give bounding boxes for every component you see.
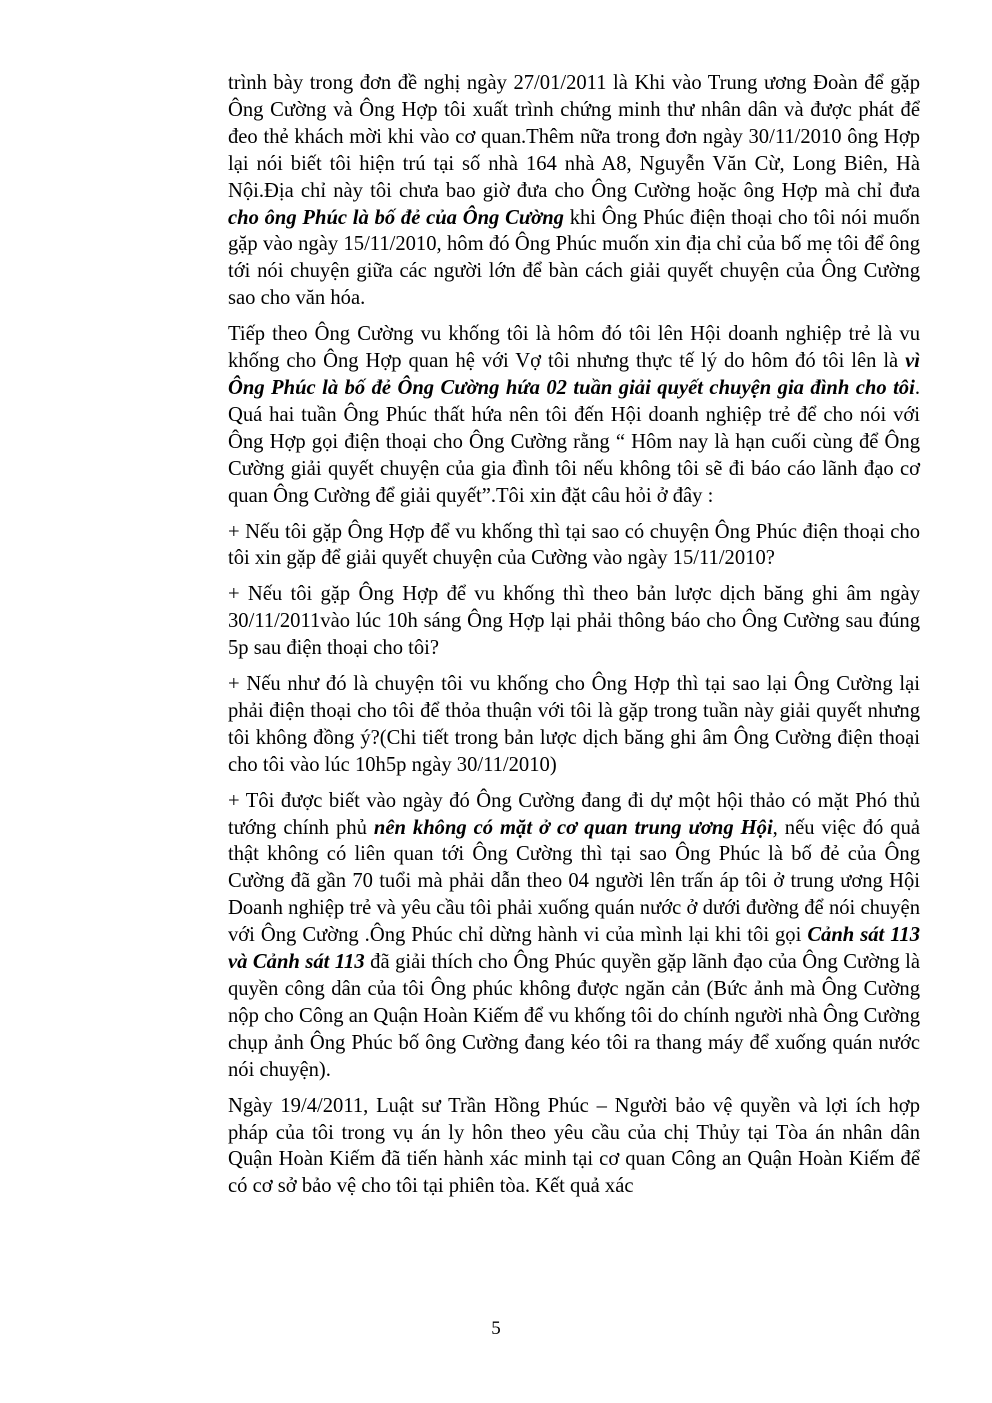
paragraph-text: Ngày 19/4/2011, Luật sư Trần Hồng Phúc – Người bảo vệ quyền và lợi ích hợp pháp của tôi trong vụ án ly hôn theo yêu cầu của chị Thủy tại Tòa án nhân dân Quận Hoàn Kiếm đã tiến hành xác minh tại cơ quan Công an Quận Hoàn Kiếm để có cơ sở bảo vệ cho tôi tại phiên tòa. Kết quả xác: [228, 1094, 920, 1198]
question-paragraph: [228, 788, 920, 1084]
paragraph-text: khi Ông Phúc điện thoại cho tôi nói muốn gặp vào ngày 15/11/2010, hôm đó Ông Phúc muốn xin địa chỉ của bố mẹ tôi để ông tới nói chuyện giữa các người lớn để bàn cách giải quyết chuyện của Ông Cường sao cho văn hóa.: [228, 206, 920, 310]
paragraph-text: Tiếp theo Ông Cường vu khống tôi là hôm đó tôi lên Hội doanh nghiệp trẻ là vu khống cho Ông Hợp quan hệ với Vợ tôi nhưng thực tế lý do hôm đó tôi lên là: [228, 323, 920, 373]
paragraph: [228, 1093, 920, 1201]
paragraph-text: đã giải thích cho Ông Phúc quyền gặp lãnh đạo của Ông Cường là quyền công dân của tôi Ông phúc không được ngăn cản (Bức ảnh mà Ông Cường nộp cho Công an Quận Hoàn Kiếm để vu khống tôi do chính người nhà Ông Cường chụp ảnh Ông Phúc bố ông Cường đang kéo tôi ra thang máy để xuống quán nước nói chuyện).: [228, 951, 920, 1081]
paragraph-text: , nếu việc đó quả thật không có liên quan tới Ông Cường thì tại sao Ông Phúc là bố đẻ của Ông Cường đã gần 70 tuổi mà phải dẫn theo 04 người lên trấn áp tôi ở trung ương Hội Doanh nghiệp trẻ và yêu cầu tôi phải xuống quán nước ở dưới đường để nói chuyện với Ông Cường .Ông Phúc chỉ dừng hành vi của mình lại khi tôi gọi: [228, 816, 921, 947]
question-paragraph: [228, 581, 920, 662]
emphasis-text: vì Ông Phúc là bố đẻ Ông Cường hứa 02 tuần giải quyết chuyện gia đình cho tôi: [228, 350, 920, 399]
paragraph-text: + Nếu tôi gặp Ông Hợp để vu khống thì theo bản lược dịch băng ghi âm ngày 30/11/2011vào lúc 10h sáng Ông Hợp lại phải thông báo cho Ông Cường sau đúng 5p sau điện thoại cho tôi?: [228, 583, 920, 660]
paragraph-text: + Tôi được biết vào ngày đó Ông Cường đang đi dự một hội thảo có mặt Phó thủ tướng chính phủ: [228, 789, 920, 839]
question-paragraph: [228, 519, 920, 573]
paragraph: [228, 321, 920, 509]
emphasis-text: Cảnh sát 113 và Cảnh sát 113: [228, 924, 920, 974]
emphasis-text: nên không có mặt ở cơ quan trung ương Hội: [373, 816, 773, 839]
paragraph: [228, 70, 920, 312]
emphasis-text: cho ông Phúc là bố đẻ của Ông Cường: [228, 206, 564, 229]
page-number: 5: [491, 1318, 501, 1339]
paragraph-text: + Nếu tôi gặp Ông Hợp để vu khống thì tại sao có chuyện Ông Phúc điện thoại cho tôi xin gặp để giải quyết chuyện của Cường vào ngày 15/11/2010?: [228, 520, 920, 570]
question-paragraph: [228, 671, 920, 779]
paragraph-text: + Nếu như đó là chuyện tôi vu khống cho Ông Hợp thì tại sao lại Ông Cường lại phải điện thoại cho tôi để thỏa thuận với tôi là gặp trong tuần này giải quyết nhưng tôi không đồng ý?(Chi tiết trong bản lược dịch băng ghi âm Ông Cường điện thoại cho tôi vào lúc 10h5p ngày 30/11/2010): [228, 673, 920, 776]
paragraph-text: . Quá hai tuần Ông Phúc thất hứa nên tôi đến Hội doanh nghiệp trẻ để cho nói với Ông Hợp gọi điện thoại cho Ông Cường rằng “ Hôm nay là hạn cuối cùng để Ông Cường giải quyết chuyện của gia đình tôi nếu không tôi sẽ đi báo cáo lãnh đạo cơ quan Ông Cường để giải quyết”.Tôi xin đặt câu hỏi ở đây :: [228, 376, 920, 507]
paragraph-text: trình bày trong đơn đề nghị ngày 27/01/2011 là Khi vào Trung ương Đoàn để gặp Ông Cường và Ông Hợp tôi xuất trình chứng minh thư nhân dân và được phát để đeo thẻ khách mời khi vào cơ quan.Thêm nữa trong đơn ngày 30/11/2010 ông Hợp lại nói biết tôi hiện trú tại số nhà 164 nhà A8, Nguyễn Văn Cừ, Long Biên, Hà Nội.Địa chỉ này tôi chưa bao giờ đưa cho Ông Cường hoặc ông Hợp mà chỉ đưa: [228, 72, 920, 202]
document-body: [228, 70, 920, 1209]
